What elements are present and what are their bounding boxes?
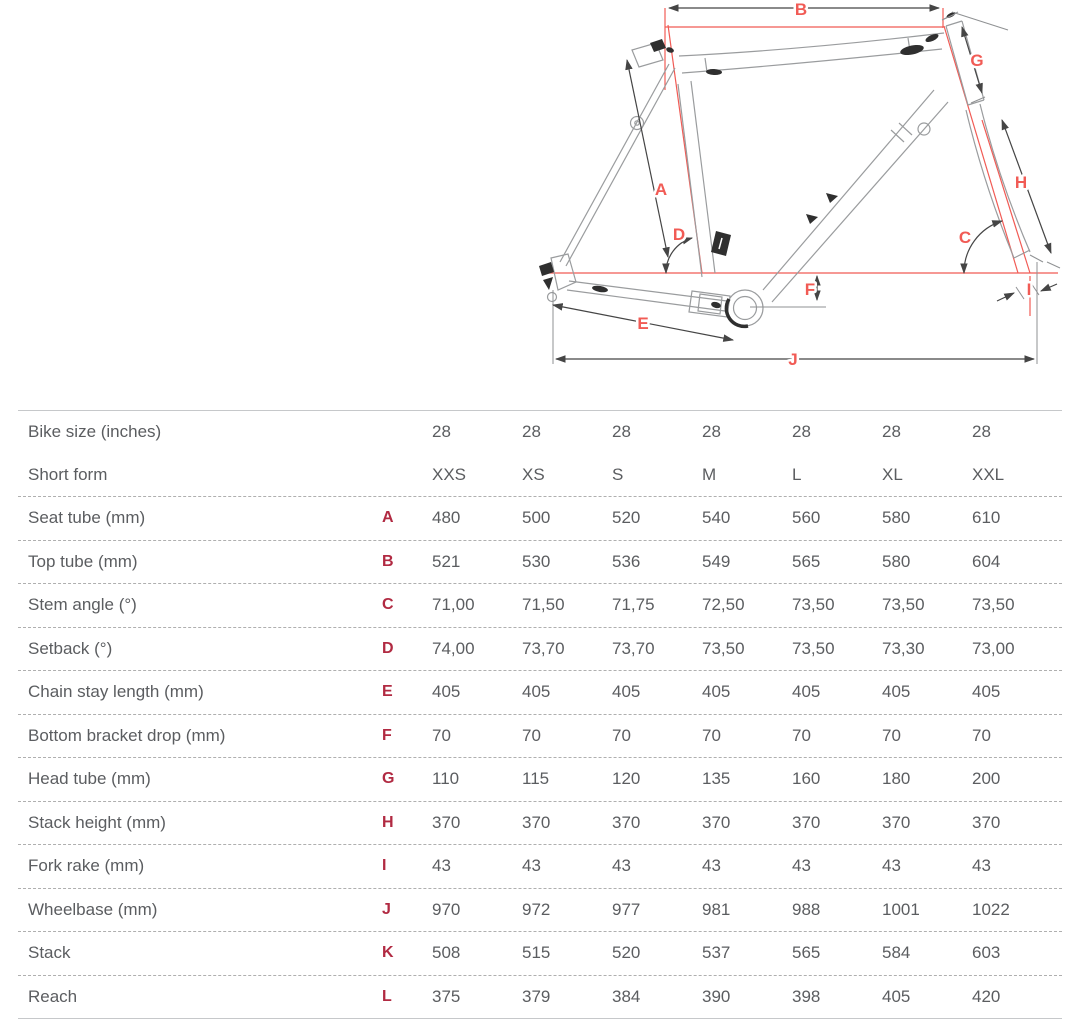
row-value: 120	[612, 769, 641, 789]
row-value: XXS	[432, 464, 467, 484]
row-value: 43	[972, 856, 991, 876]
row-letter-code: F	[382, 726, 392, 744]
row-value: 28	[612, 422, 631, 442]
row-value: 405	[792, 682, 821, 702]
row-value: 610	[972, 508, 1001, 528]
row-value: 73,50	[882, 595, 925, 615]
row-value: 73,00	[972, 638, 1015, 658]
row-value: 370	[702, 812, 731, 832]
row-value: 200	[972, 769, 1001, 789]
table-row	[18, 411, 1062, 454]
row-value: 603	[972, 943, 1001, 963]
row-value: 70	[882, 725, 901, 745]
row-value: 370	[522, 812, 551, 832]
row-value: 370	[972, 812, 1001, 832]
row-value: M	[702, 464, 717, 484]
row-value: 28	[972, 422, 991, 442]
row-label: Stem angle (°)	[28, 595, 137, 615]
row-value: 972	[522, 899, 551, 919]
row-value: 28	[882, 422, 901, 442]
row-value: 43	[882, 856, 901, 876]
row-value: 405	[972, 682, 1001, 702]
row-value: 115	[522, 769, 550, 789]
dim-label-c: C	[958, 228, 972, 247]
table-row	[18, 714, 1062, 758]
bike-frame	[539, 11, 1030, 326]
row-value: 73,70	[522, 638, 565, 658]
row-value: 135	[702, 769, 731, 789]
row-value: 565	[792, 943, 821, 963]
row-letter-code: L	[382, 987, 392, 1005]
row-label: Head tube (mm)	[28, 769, 151, 789]
table-row	[18, 888, 1062, 932]
row-value: L	[792, 464, 802, 484]
row-value: 370	[612, 812, 641, 832]
row-letter-code: K	[382, 944, 394, 962]
frame-drawing-svg	[0, 0, 1080, 402]
row-value: 28	[792, 422, 811, 442]
dim-label-e: E	[637, 314, 649, 333]
row-value: 500	[522, 508, 551, 528]
row-value: 405	[882, 986, 911, 1006]
row-value: 70	[972, 725, 991, 745]
row-value: 981	[702, 899, 731, 919]
row-value: 977	[612, 899, 641, 919]
row-value: 508	[432, 943, 461, 963]
extension-lines	[553, 12, 1060, 364]
dim-label-g: G	[970, 51, 984, 70]
row-value: 480	[432, 508, 461, 528]
row-value: 405	[432, 682, 461, 702]
row-value: 405	[882, 682, 911, 702]
row-value: 70	[612, 725, 631, 745]
row-value: XL	[882, 464, 903, 484]
row-value: 549	[702, 551, 731, 571]
row-label: Setback (°)	[28, 638, 113, 658]
row-value: 530	[522, 551, 551, 571]
row-value: 72,50	[702, 595, 745, 615]
row-value: XXL	[972, 464, 1005, 484]
row-value: 405	[612, 682, 641, 702]
row-value: 43	[702, 856, 721, 876]
row-value: S	[612, 464, 624, 484]
row-value: 73,50	[702, 638, 745, 658]
row-value: 28	[702, 422, 721, 442]
row-letter-code: H	[382, 813, 394, 831]
row-value: 73,50	[792, 595, 835, 615]
row-letter-code: B	[382, 552, 394, 570]
row-value: 560	[792, 508, 821, 528]
row-value: 73,70	[612, 638, 655, 658]
row-value: 604	[972, 551, 1001, 571]
row-value: 73,30	[882, 638, 925, 658]
table-row	[18, 454, 1062, 497]
row-value: 988	[792, 899, 821, 919]
row-value: 110	[432, 769, 460, 789]
row-value: 73,50	[792, 638, 835, 658]
row-value: 73,50	[972, 595, 1015, 615]
row-value: 160	[792, 769, 821, 789]
table-row	[18, 844, 1062, 888]
row-value: 71,75	[612, 595, 655, 615]
row-letter-code: D	[382, 639, 394, 657]
row-label: Bottom bracket drop (mm)	[28, 725, 226, 745]
row-letter-code: I	[382, 857, 387, 875]
row-value: 405	[522, 682, 551, 702]
table-row	[18, 801, 1062, 845]
row-value: 384	[612, 986, 641, 1006]
row-value: 521	[432, 551, 461, 571]
table-row	[18, 975, 1062, 1019]
dim-label-a: A	[654, 180, 668, 199]
row-value: 520	[612, 508, 641, 528]
dim-label-b: B	[794, 0, 808, 19]
row-label: Top tube (mm)	[28, 551, 138, 571]
row-label: Bike size (inches)	[28, 422, 162, 442]
dim-label-f: F	[804, 280, 816, 299]
row-value: 970	[432, 899, 461, 919]
row-value: 43	[522, 856, 541, 876]
row-value: 520	[612, 943, 641, 963]
row-value: XS	[522, 464, 545, 484]
row-value: 379	[522, 986, 551, 1006]
row-value: 70	[522, 725, 541, 745]
table-row	[18, 757, 1062, 801]
row-value: 43	[612, 856, 631, 876]
row-value: 1022	[972, 899, 1010, 919]
table-row	[18, 540, 1062, 584]
row-label: Wheelbase (mm)	[28, 899, 158, 919]
table-row	[18, 627, 1062, 671]
row-value: 1001	[882, 899, 920, 919]
row-value: 370	[792, 812, 821, 832]
row-value: 540	[702, 508, 731, 528]
row-label: Fork rake (mm)	[28, 856, 145, 876]
row-value: 71,50	[522, 595, 565, 615]
row-value: 70	[432, 725, 451, 745]
row-value: 70	[702, 725, 721, 745]
row-value: 43	[792, 856, 811, 876]
row-label: Stack height (mm)	[28, 812, 166, 832]
row-value: 515	[522, 943, 551, 963]
row-letter-code: A	[382, 509, 394, 527]
bike-geometry-diagram	[0, 0, 1080, 402]
dim-label-i: I	[1026, 280, 1032, 299]
row-value: 28	[522, 422, 541, 442]
geometry-table	[18, 410, 1062, 1019]
row-value: 70	[792, 725, 811, 745]
row-letter-code: E	[382, 683, 393, 701]
row-label: Seat tube (mm)	[28, 508, 146, 528]
row-letter-code: J	[382, 900, 391, 918]
table-row	[18, 931, 1062, 975]
table-row	[18, 583, 1062, 627]
row-value: 398	[792, 986, 821, 1006]
row-label: Chain stay length (mm)	[28, 682, 204, 702]
row-value: 71,00	[432, 595, 475, 615]
table-row	[18, 496, 1062, 540]
row-label: Stack	[28, 943, 71, 963]
row-value: 420	[972, 986, 1001, 1006]
row-value: 580	[882, 508, 911, 528]
row-value: 370	[432, 812, 461, 832]
dim-label-j: J	[788, 350, 798, 369]
row-label: Reach	[28, 986, 78, 1006]
row-value: 405	[702, 682, 731, 702]
row-label: Short form	[28, 464, 108, 484]
row-value: 28	[432, 422, 451, 442]
row-value: 536	[612, 551, 641, 571]
row-value: 375	[432, 986, 461, 1006]
row-value: 180	[882, 769, 911, 789]
row-value: 370	[882, 812, 911, 832]
row-value: 537	[702, 943, 731, 963]
dim-label-h: H	[1014, 173, 1028, 192]
row-value: 43	[432, 856, 451, 876]
row-value: 584	[882, 943, 911, 963]
row-value: 74,00	[432, 638, 475, 658]
row-letter-code: C	[382, 596, 394, 614]
table-row	[18, 670, 1062, 714]
row-value: 565	[792, 551, 821, 571]
row-letter-code: G	[382, 770, 395, 788]
row-value: 580	[882, 551, 911, 571]
dim-label-d: D	[672, 225, 686, 244]
row-value: 390	[702, 986, 731, 1006]
